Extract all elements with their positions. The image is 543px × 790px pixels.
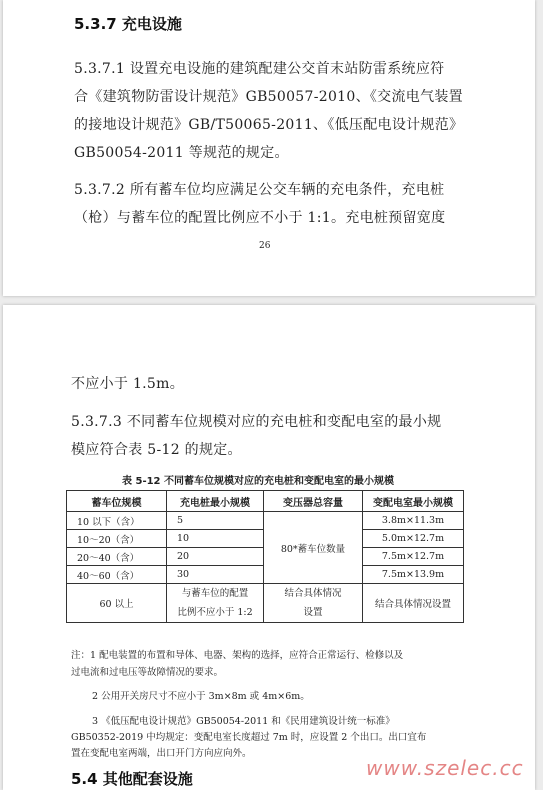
- table-note: 过电流和过电压等故障情况的要求。: [71, 667, 224, 678]
- watermark: www.szelec.cc: [366, 756, 524, 780]
- table-cell-line: 设置: [303, 607, 323, 618]
- table-cell: [264, 584, 363, 623]
- table-cell: 40～60（含）: [67, 566, 167, 584]
- document-page-1: [3, 0, 535, 296]
- table-row: [67, 512, 464, 530]
- table-cell: 结合具体情况设置: [363, 584, 464, 623]
- table-cell: 10: [167, 530, 264, 548]
- paragraph-line: 合《建筑物防雷设计规范》GB50057-2010、《交流电气装置: [74, 89, 463, 105]
- table-cell: 10～20（含）: [67, 530, 167, 548]
- table-row: [67, 584, 464, 623]
- table-header-cell: 充电桩最小规模: [167, 491, 264, 512]
- table-cell: 7.5m×13.9m: [363, 566, 464, 584]
- charging-facility-table: [66, 490, 464, 623]
- table-note: 注：1 配电装置的布置和导体、电器、架构的选择，应符合正常运行、检修以及: [71, 650, 404, 661]
- table-cell-merged: 80*蓄车位数量: [264, 512, 363, 584]
- paragraph-line: （枪）与蓄车位的配置比例应不小于 1:1。充电桩预留宽度: [74, 210, 446, 226]
- table-cell: 10 以下（含）: [67, 512, 167, 530]
- table-header-cell: 蓄车位规模: [67, 491, 167, 512]
- paragraph-line: GB50054-2011 等规范的规定。: [74, 145, 289, 161]
- table-cell: 60 以上: [67, 584, 167, 623]
- section-heading: 5.3.7 充电设施: [74, 15, 182, 33]
- table-note: GB50352-2019 中均规定：变配电室长度超过 7m 时，应设置 2 个出口。出口宜布: [71, 732, 427, 743]
- table-cell-line: 比例不应小于 1:2: [177, 607, 253, 618]
- paragraph-line: 5.3.7.2 所有蓄车位均应满足公交车辆的充电条件，充电桩: [74, 182, 445, 198]
- paragraph-line: 5.3.7.1 设置充电设施的建筑配建公交首末站防雷系统应符: [74, 61, 445, 77]
- table-cell: 20～40（含）: [67, 548, 167, 566]
- table-note: 2 公用开关房尺寸不应小于 3m×8m 或 4m×6m。: [92, 691, 310, 702]
- table-cell: 20: [167, 548, 264, 566]
- paragraph-line: 5.3.7.3 不同蓄车位规模对应的充电桩和变配电室的最小规: [71, 414, 442, 430]
- table-cell: 5.0m×12.7m: [363, 530, 464, 548]
- table-cell: [167, 584, 264, 623]
- page-number: 26: [259, 241, 271, 251]
- table-header-cell: 变配电室最小规模: [363, 491, 464, 512]
- section-heading: 5.4 其他配套设施: [71, 770, 193, 788]
- table-note: 3 《低压配电设计规范》GB50054-2011 和《民用建筑设计统一标准》: [92, 716, 395, 727]
- table-cell-line: 结合具体情况: [284, 588, 342, 599]
- table-cell-line: 与蓄车位的配置: [181, 588, 249, 599]
- table-header-cell: 变压器总容量: [264, 491, 363, 512]
- paragraph-line: 的接地设计规范》GB/T50065-2011、《低压配电设计规范》: [74, 117, 464, 133]
- table-caption: 表 5-12 不同蓄车位规模对应的充电桩和变配电室的最小规模: [122, 476, 394, 487]
- table-cell: 30: [167, 566, 264, 584]
- table-cell: 5: [167, 512, 264, 530]
- paragraph-line: 不应小于 1.5m。: [71, 376, 184, 392]
- table-cell: 3.8m×11.3m: [363, 512, 464, 530]
- table-note: 置在变配电室两端，出口开门方向应向外。: [71, 748, 252, 759]
- table-header-row: [67, 491, 464, 512]
- table-cell: 7.5m×12.7m: [363, 548, 464, 566]
- paragraph-line: 模应符合表 5-12 的规定。: [71, 442, 242, 458]
